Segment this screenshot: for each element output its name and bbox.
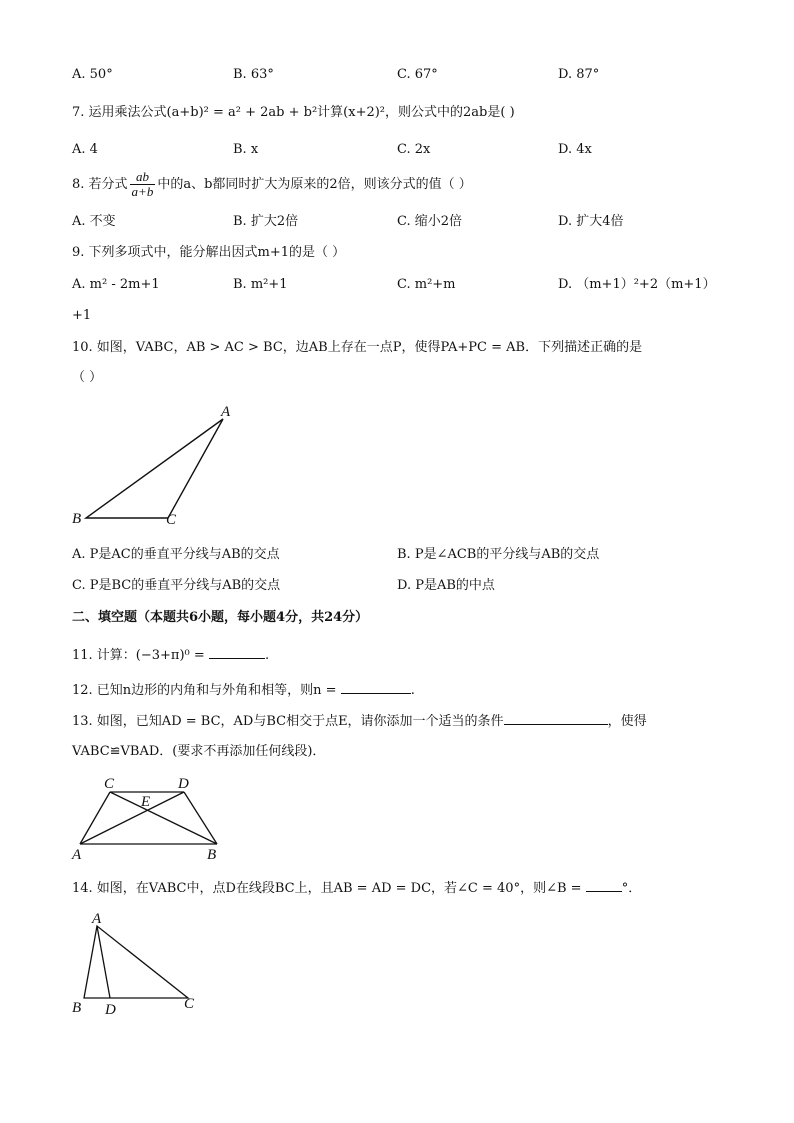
q10-option-a: A. P是AC的垂直平分线与AB的交点 [72, 547, 280, 562]
q8-option-a: A. 不变 [72, 214, 116, 229]
q9-option-d: D. （m+1）²+2（m+1） [558, 277, 716, 292]
q13-stem-line2: VABC≌VBAD．(要求不再添加任何线段)． [72, 744, 326, 759]
q10-stem: 10. 如图，VABC，AB > AC > BC，边AB上存在一点P，使得PA+PC = AB．下列描述正确的是 [72, 340, 643, 355]
q10-option-b: B. P是∠ACB的平分线与AB的交点 [397, 547, 600, 562]
section-2-heading: 二、填空题（本题共6小题，每小题4分，共24分） [72, 610, 369, 625]
q7-option-a: A. 4 [72, 142, 98, 157]
q11-stem [72, 646, 269, 665]
q9-option-c: C. m²+m [397, 277, 456, 292]
q10-label-b: B [72, 511, 82, 527]
q8-option-c: C. 缩小2倍 [397, 214, 463, 229]
q8-suffix: 中的a、b都同时扩大为原来的2倍，则该分式的值（ ） [157, 177, 472, 192]
q7-option-c: C. 2x [397, 142, 431, 157]
q13-after: ，使得 [607, 714, 647, 729]
q12-answer-blank[interactable] [341, 681, 411, 694]
q10-label-a: A [221, 404, 231, 420]
q14-label-a: A [92, 911, 102, 927]
q9-option-d-continued: +1 [72, 308, 92, 323]
q10-option-c: C. P是BC的垂直平分线与AB的交点 [72, 578, 281, 593]
q13-label-d: D [178, 776, 189, 792]
q11-answer-blank[interactable] [209, 646, 265, 659]
q14-label-c: C [184, 996, 195, 1012]
q6-option-d: D. 87° [558, 67, 600, 82]
q11-text: 11. 计算：(−3+π)⁰ = [72, 648, 205, 663]
q13-stem [72, 712, 647, 731]
q8-stem [72, 168, 472, 202]
q13-label-e: E [141, 794, 151, 810]
q12-text: 12. 已知n边形的内角和与外角和相等，则n = [72, 683, 337, 698]
q7-stem: 7. 运用乘法公式(a+b)² = a² + 2ab + b²计算(x+2)²，则公式中的2ab是( ) [72, 105, 515, 120]
q12-end: . [410, 683, 415, 698]
q14-answer-blank[interactable] [586, 879, 622, 892]
q10-triangle-figure [60, 398, 250, 533]
q6-option-b: B. 63° [233, 67, 274, 82]
q13-text: 13. 如图，已知AD = BC，AD与BC相交于点E，请你添加一个适当的条件 [72, 714, 504, 729]
q13-label-c: C [104, 776, 115, 792]
q9-stem: 9. 下列多项式中，能分解出因式m+1的是（ ） [72, 245, 346, 260]
q7-option-d: D. 4x [558, 142, 592, 157]
q10-answer-paren: （ ） [72, 370, 103, 385]
q10-triangle [86, 419, 223, 518]
q10-label-c: C [166, 512, 177, 528]
q8-fraction-denominator: a+b [131, 184, 154, 199]
q10-option-d: D. P是AB的中点 [397, 578, 495, 593]
q8-prefix: 8. 若分式 [72, 177, 128, 192]
q14-label-b: B [72, 1000, 82, 1016]
q9-option-a: A. m² - 2m+1 [72, 277, 160, 292]
q8-fraction-numerator: ab [130, 170, 156, 185]
q13-figure [62, 772, 232, 864]
q14-label-d: D [105, 1002, 116, 1018]
q13-label-a: A [72, 847, 82, 863]
q14-end: °． [621, 881, 642, 896]
q6-option-a: A. 50° [72, 67, 113, 82]
q9-option-b: B. m²+1 [233, 277, 288, 292]
q14-stem [72, 879, 641, 898]
q12-stem [72, 681, 415, 700]
q11-end: . [264, 648, 270, 663]
q13-answer-blank[interactable] [504, 712, 608, 725]
q8-option-d: D. 扩大4倍 [558, 214, 624, 229]
q7-option-b: B. x [233, 142, 259, 157]
q6-option-c: C. 67° [397, 67, 438, 82]
q14-figure [62, 906, 212, 1018]
q14-text: 14. 如图，在VABC中，点D在线段BC上，且AB = AD = DC，若∠C = 40°，则∠B = [72, 881, 582, 896]
q14-segment-ad [97, 926, 110, 998]
q8-fraction [130, 170, 156, 199]
q13-label-b: B [207, 847, 217, 863]
q8-option-b: B. 扩大2倍 [233, 214, 299, 229]
